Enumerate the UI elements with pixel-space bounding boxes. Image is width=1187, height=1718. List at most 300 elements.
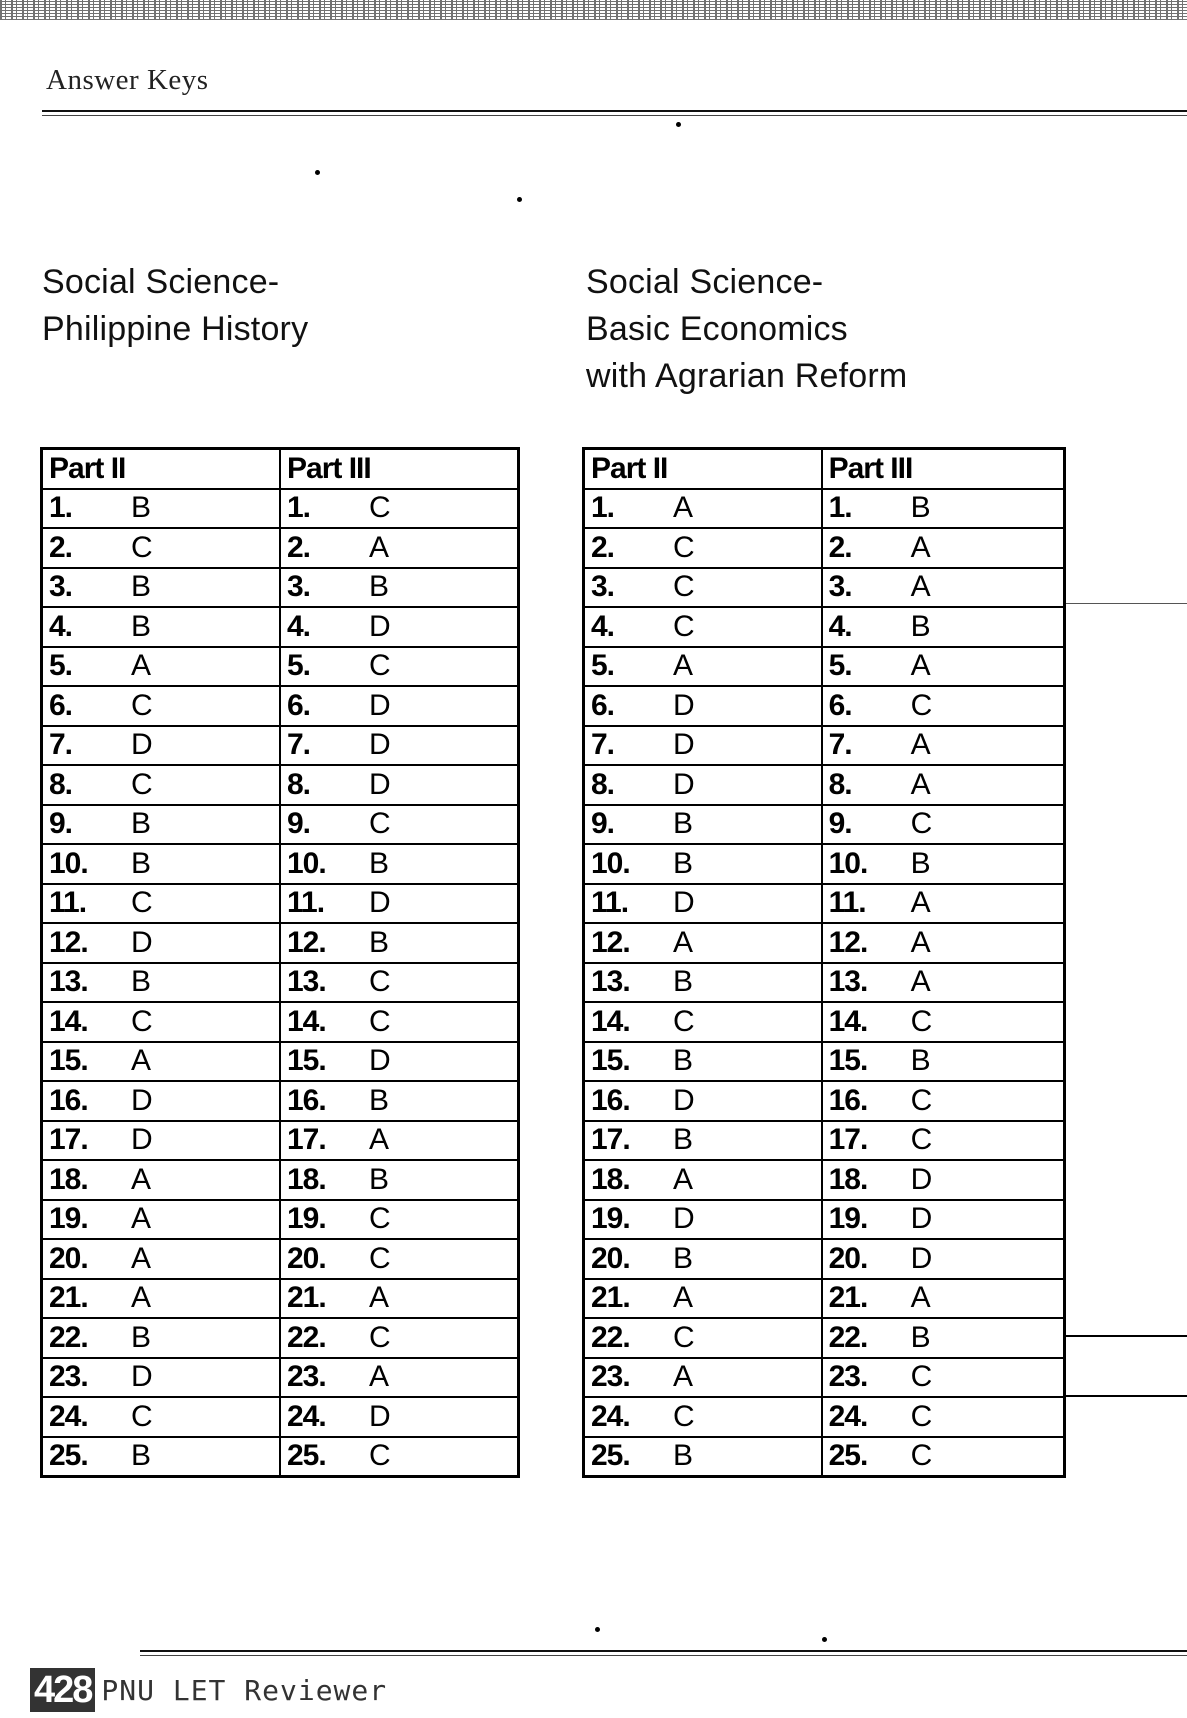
- answer-letter: C: [910, 1123, 933, 1157]
- answer-letter: C: [131, 886, 153, 920]
- answer-letter: D: [369, 688, 391, 722]
- question-number: 5.: [287, 649, 311, 683]
- question-number: 22.: [287, 1320, 326, 1354]
- table-row: [42, 726, 519, 766]
- question-number: 8.: [287, 767, 311, 801]
- section-title-line: Basic Economics: [586, 310, 848, 348]
- answer-cell: [822, 1121, 1065, 1161]
- question-number: 6.: [49, 688, 73, 722]
- question-number: 16.: [828, 1083, 868, 1117]
- table-row: [42, 963, 519, 1003]
- answer-letter: C: [131, 767, 153, 801]
- answer-cell: [822, 844, 1065, 884]
- answer-letter: B: [131, 965, 152, 999]
- answer-cell: [280, 765, 519, 805]
- answer-cell: [822, 923, 1065, 963]
- answer-cell: [42, 884, 281, 924]
- question-number: 9.: [49, 807, 73, 841]
- answer-letter: B: [131, 609, 152, 643]
- answer-letter: C: [910, 1360, 933, 1394]
- answer-cell: [280, 1397, 519, 1437]
- question-number: 4.: [49, 609, 73, 643]
- answer-cell: [42, 1397, 281, 1437]
- question-number: 21.: [828, 1281, 868, 1315]
- table-row: [42, 1121, 519, 1161]
- answer-cell: [584, 844, 822, 884]
- answer-letter: A: [131, 1162, 152, 1196]
- answer-cell: [822, 805, 1065, 845]
- table-row: [584, 1318, 1065, 1358]
- question-number: 6.: [287, 688, 311, 722]
- question-number: 8.: [591, 767, 615, 801]
- answer-letter: D: [369, 767, 391, 801]
- question-number: 19.: [828, 1202, 868, 1236]
- answer-letter: A: [673, 1360, 694, 1394]
- answer-letter: C: [673, 1004, 695, 1038]
- table-row: [42, 1318, 519, 1358]
- answer-cell: [42, 1042, 281, 1082]
- answer-letter: C: [673, 1399, 695, 1433]
- table-row: [42, 568, 519, 608]
- table-row: [584, 568, 1065, 608]
- question-number: 7.: [828, 728, 852, 762]
- table-header-row: [42, 449, 519, 489]
- table-row: [42, 647, 519, 687]
- question-number: 23.: [287, 1360, 326, 1394]
- answer-cell: [822, 1397, 1065, 1437]
- table-row: [42, 1279, 519, 1319]
- question-number: 21.: [49, 1281, 88, 1315]
- answer-letter: C: [131, 1399, 153, 1433]
- table-header-row: [584, 449, 1065, 489]
- table-row: [584, 1081, 1065, 1121]
- answer-letter: B: [131, 570, 152, 604]
- answer-cell: [280, 726, 519, 766]
- question-number: 16.: [287, 1083, 326, 1117]
- question-number: 2.: [591, 530, 615, 564]
- column-header-part-iii: Part III: [822, 449, 1065, 489]
- section-title-line: Philippine History: [42, 310, 309, 348]
- table-row: [42, 805, 519, 845]
- question-number: 6.: [591, 688, 615, 722]
- question-number: 24.: [828, 1399, 868, 1433]
- answer-cell: [584, 686, 822, 726]
- question-number: 22.: [828, 1320, 868, 1354]
- answer-cell: [42, 963, 281, 1003]
- answer-letter: C: [369, 965, 391, 999]
- question-number: 2.: [828, 530, 852, 564]
- answer-letter: D: [369, 1399, 391, 1433]
- table-row: [42, 1358, 519, 1398]
- question-number: 10.: [591, 846, 630, 880]
- answer-cell: [280, 805, 519, 845]
- question-number: 22.: [591, 1320, 630, 1354]
- question-number: 18.: [591, 1162, 630, 1196]
- table-row: [584, 963, 1065, 1003]
- answer-letter: D: [369, 609, 391, 643]
- answer-cell: [280, 923, 519, 963]
- answer-letter: C: [369, 491, 391, 525]
- answer-letter: C: [673, 570, 695, 604]
- question-number: 11.: [591, 886, 629, 920]
- table-row: [584, 726, 1065, 766]
- table-row: [584, 923, 1065, 963]
- answer-cell: [280, 1081, 519, 1121]
- question-number: 18.: [287, 1162, 326, 1196]
- question-number: 20.: [287, 1241, 326, 1275]
- answer-cell: [42, 805, 281, 845]
- question-number: 5.: [49, 649, 73, 683]
- question-number: 9.: [287, 807, 311, 841]
- answer-cell: [42, 923, 281, 963]
- answer-cell: [822, 1358, 1065, 1398]
- answer-letter: B: [131, 846, 152, 880]
- question-number: 4.: [287, 609, 311, 643]
- question-number: 9.: [828, 807, 852, 841]
- answer-cell: [584, 1279, 822, 1319]
- answer-letter: C: [369, 807, 391, 841]
- stray-mark: [1066, 1395, 1187, 1397]
- answer-cell: [42, 1002, 281, 1042]
- column-header-part-iii: Part III: [280, 449, 519, 489]
- table-row: [42, 1239, 519, 1279]
- answer-cell: [280, 844, 519, 884]
- question-number: 25.: [287, 1439, 326, 1473]
- question-number: 24.: [287, 1399, 326, 1433]
- answer-cell: [584, 726, 822, 766]
- answer-cell: [280, 607, 519, 647]
- question-number: 14.: [49, 1004, 88, 1038]
- question-number: 14.: [591, 1004, 630, 1038]
- question-number: 16.: [591, 1083, 630, 1117]
- question-number: 22.: [49, 1320, 88, 1354]
- answer-cell: [280, 1318, 519, 1358]
- question-number: 13.: [828, 965, 868, 999]
- answer-letter: B: [131, 1439, 152, 1473]
- answer-cell: [280, 647, 519, 687]
- answer-cell: [280, 1200, 519, 1240]
- answer-cell: [280, 1042, 519, 1082]
- answer-letter: B: [673, 1439, 694, 1473]
- answer-letter: A: [910, 886, 931, 920]
- question-number: 11.: [287, 886, 325, 920]
- answer-letter: C: [910, 688, 933, 722]
- stray-mark: [1066, 1335, 1187, 1337]
- answer-letter: C: [910, 1004, 933, 1038]
- answer-letter: A: [131, 1281, 152, 1315]
- answer-cell: [584, 647, 822, 687]
- answer-letter: A: [131, 1202, 152, 1236]
- answer-letter: D: [673, 728, 695, 762]
- question-number: 19.: [49, 1202, 88, 1236]
- table-row: [584, 1358, 1065, 1398]
- table-row: [584, 1160, 1065, 1200]
- question-number: 8.: [828, 767, 852, 801]
- table-row: [42, 1081, 519, 1121]
- answer-letter: A: [673, 1281, 694, 1315]
- answer-letter: C: [369, 649, 391, 683]
- answer-letter: D: [131, 1360, 153, 1394]
- answer-letter: D: [910, 1162, 933, 1196]
- question-number: 12.: [49, 925, 88, 959]
- answer-letter: A: [910, 728, 931, 762]
- question-number: 5.: [828, 649, 852, 683]
- question-number: 8.: [49, 767, 73, 801]
- answer-letter: C: [131, 688, 153, 722]
- answer-letter: C: [369, 1241, 391, 1275]
- answer-cell: [42, 726, 281, 766]
- answer-cell: [822, 528, 1065, 568]
- answer-cell: [584, 568, 822, 608]
- question-number: 5.: [591, 649, 615, 683]
- question-number: 11.: [49, 886, 87, 920]
- table-row: [42, 884, 519, 924]
- question-number: 4.: [828, 609, 852, 643]
- header-rule: [42, 110, 1187, 112]
- section-title-line: Social Science-: [586, 263, 824, 301]
- table-row: [584, 1200, 1065, 1240]
- answer-cell: [42, 647, 281, 687]
- answer-letter: A: [131, 1241, 152, 1275]
- answer-letter: B: [910, 1320, 931, 1354]
- answer-cell: [822, 1239, 1065, 1279]
- question-number: 3.: [287, 570, 311, 604]
- column-header-part-ii: Part II: [42, 449, 281, 489]
- question-number: 17.: [591, 1123, 630, 1157]
- question-number: 11.: [828, 886, 866, 920]
- answer-cell: [822, 647, 1065, 687]
- question-number: 2.: [49, 530, 73, 564]
- answer-cell: [822, 686, 1065, 726]
- answer-letter: C: [131, 530, 153, 564]
- question-number: 18.: [828, 1162, 868, 1196]
- answer-cell: [822, 726, 1065, 766]
- answer-cell: [42, 1318, 281, 1358]
- question-number: 13.: [287, 965, 326, 999]
- answer-cell: [280, 1160, 519, 1200]
- answer-letter: A: [910, 965, 931, 999]
- answer-letter: B: [673, 965, 694, 999]
- answer-letter: B: [673, 1123, 694, 1157]
- question-number: 1.: [591, 491, 615, 525]
- answer-letter: B: [673, 846, 694, 880]
- answer-letter: C: [673, 1320, 695, 1354]
- answer-letter: A: [910, 570, 931, 604]
- table-row: [584, 607, 1065, 647]
- table-row: [42, 1397, 519, 1437]
- answer-cell: [822, 884, 1065, 924]
- question-number: 25.: [828, 1439, 868, 1473]
- section-title-basic-economics: [586, 259, 907, 400]
- question-number: 17.: [287, 1123, 326, 1157]
- answer-letter: D: [673, 1202, 695, 1236]
- table-row: [584, 489, 1065, 529]
- question-number: 21.: [287, 1281, 326, 1315]
- question-number: 18.: [49, 1162, 88, 1196]
- answer-letter: D: [673, 688, 695, 722]
- question-number: 6.: [828, 688, 852, 722]
- answer-letter: A: [369, 1281, 390, 1315]
- answer-letter: A: [910, 649, 931, 683]
- table-row: [584, 1121, 1065, 1161]
- answer-cell: [280, 489, 519, 529]
- section-title-line: with Agrarian Reform: [586, 357, 908, 395]
- answer-cell: [42, 607, 281, 647]
- answer-letter: A: [369, 1123, 390, 1157]
- answer-cell: [280, 1279, 519, 1319]
- answer-letter: D: [131, 728, 153, 762]
- question-number: 20.: [49, 1241, 88, 1275]
- answer-letter: D: [910, 1202, 933, 1236]
- answer-letter: D: [673, 767, 695, 801]
- answer-cell: [280, 686, 519, 726]
- answer-cell: [42, 1358, 281, 1398]
- question-number: 21.: [591, 1281, 630, 1315]
- table-row: [584, 884, 1065, 924]
- question-number: 19.: [591, 1202, 630, 1236]
- answer-letter: B: [131, 1320, 152, 1354]
- answer-cell: [42, 765, 281, 805]
- answer-cell: [822, 1002, 1065, 1042]
- answer-letter: C: [131, 1004, 153, 1038]
- answer-letter: B: [131, 807, 152, 841]
- question-number: 10.: [287, 846, 326, 880]
- answer-letter: C: [910, 807, 933, 841]
- answer-cell: [584, 1437, 822, 1477]
- answer-cell: [280, 1239, 519, 1279]
- table-row: [42, 1042, 519, 1082]
- question-number: 14.: [828, 1004, 868, 1038]
- answer-key-table-basic-economics: [582, 447, 1066, 1478]
- table-row: [42, 765, 519, 805]
- answer-letter: D: [910, 1241, 933, 1275]
- question-number: 7.: [591, 728, 615, 762]
- answer-key-table-philippine-history: [40, 447, 520, 1478]
- answer-cell: [584, 1397, 822, 1437]
- table-row: [42, 1200, 519, 1240]
- answer-cell: [280, 1358, 519, 1398]
- question-number: 3.: [828, 570, 852, 604]
- question-number: 14.: [287, 1004, 326, 1038]
- answer-letter: C: [910, 1399, 933, 1433]
- answer-letter: B: [673, 1044, 694, 1078]
- question-number: 15.: [49, 1044, 88, 1078]
- answer-letter: D: [131, 925, 153, 959]
- answer-cell: [584, 1358, 822, 1398]
- answer-letter: D: [131, 1083, 153, 1117]
- answer-letter: D: [369, 1044, 391, 1078]
- question-number: 3.: [49, 570, 73, 604]
- answer-letter: B: [369, 1083, 390, 1117]
- answer-cell: [584, 805, 822, 845]
- question-number: 7.: [49, 728, 73, 762]
- question-number: 24.: [591, 1399, 630, 1433]
- scan-noise-band: [0, 0, 1187, 20]
- question-number: 15.: [828, 1044, 868, 1078]
- table-row: [584, 1042, 1065, 1082]
- answer-cell: [42, 686, 281, 726]
- table-row: [584, 805, 1065, 845]
- book-title: PNU LET Reviewer: [101, 1673, 388, 1707]
- answer-cell: [280, 884, 519, 924]
- table-row: [42, 1160, 519, 1200]
- answer-letter: C: [673, 609, 695, 643]
- answer-cell: [584, 884, 822, 924]
- table-row: [42, 607, 519, 647]
- question-number: 2.: [287, 530, 311, 564]
- answer-letter: B: [369, 1162, 390, 1196]
- answer-cell: [584, 1121, 822, 1161]
- question-number: 25.: [591, 1439, 630, 1473]
- question-number: 23.: [828, 1360, 868, 1394]
- answer-letter: B: [369, 925, 390, 959]
- answer-cell: [822, 489, 1065, 529]
- answer-cell: [42, 1437, 281, 1477]
- answer-letter: A: [910, 925, 931, 959]
- answer-letter: A: [910, 767, 931, 801]
- question-number: 20.: [828, 1241, 868, 1275]
- answer-cell: [822, 1318, 1065, 1358]
- answer-cell: [822, 1160, 1065, 1200]
- answer-letter: A: [910, 1281, 931, 1315]
- answer-cell: [280, 1437, 519, 1477]
- answer-letter: C: [673, 530, 695, 564]
- answer-letter: D: [369, 728, 391, 762]
- answer-letter: B: [673, 1241, 694, 1275]
- answer-letter: D: [131, 1123, 153, 1157]
- answer-cell: [584, 1200, 822, 1240]
- section-title-philippine-history: [42, 259, 308, 353]
- answer-cell: [822, 1279, 1065, 1319]
- table-row: [42, 686, 519, 726]
- answer-cell: [584, 528, 822, 568]
- answer-cell: [280, 963, 519, 1003]
- answer-cell: [822, 1042, 1065, 1082]
- answer-letter: D: [673, 1083, 695, 1117]
- answer-letter: C: [910, 1439, 933, 1473]
- answer-cell: [822, 1200, 1065, 1240]
- table-row: [584, 1239, 1065, 1279]
- answer-cell: [584, 963, 822, 1003]
- table-row: [42, 1437, 519, 1477]
- answer-cell: [584, 1002, 822, 1042]
- answer-letter: A: [369, 1360, 390, 1394]
- table-row: [584, 647, 1065, 687]
- answer-cell: [42, 1279, 281, 1319]
- answer-cell: [42, 1239, 281, 1279]
- question-number: 12.: [828, 925, 868, 959]
- answer-letter: A: [131, 649, 152, 683]
- scan-speck: [822, 1637, 827, 1642]
- scan-speck: [315, 170, 320, 175]
- answer-letter: A: [673, 491, 694, 525]
- question-number: 10.: [49, 846, 88, 880]
- answer-cell: [822, 568, 1065, 608]
- question-number: 23.: [49, 1360, 88, 1394]
- table-row: [584, 1002, 1065, 1042]
- answer-letter: A: [673, 1162, 694, 1196]
- answer-letter: C: [369, 1004, 391, 1038]
- answer-cell: [280, 1002, 519, 1042]
- answer-cell: [584, 1239, 822, 1279]
- question-number: 1.: [287, 491, 311, 525]
- answer-letter: D: [673, 886, 695, 920]
- answer-letter: B: [673, 807, 694, 841]
- question-number: 20.: [591, 1241, 630, 1275]
- question-number: 3.: [591, 570, 615, 604]
- section-title-line: Social Science-: [42, 263, 280, 301]
- answer-cell: [822, 1437, 1065, 1477]
